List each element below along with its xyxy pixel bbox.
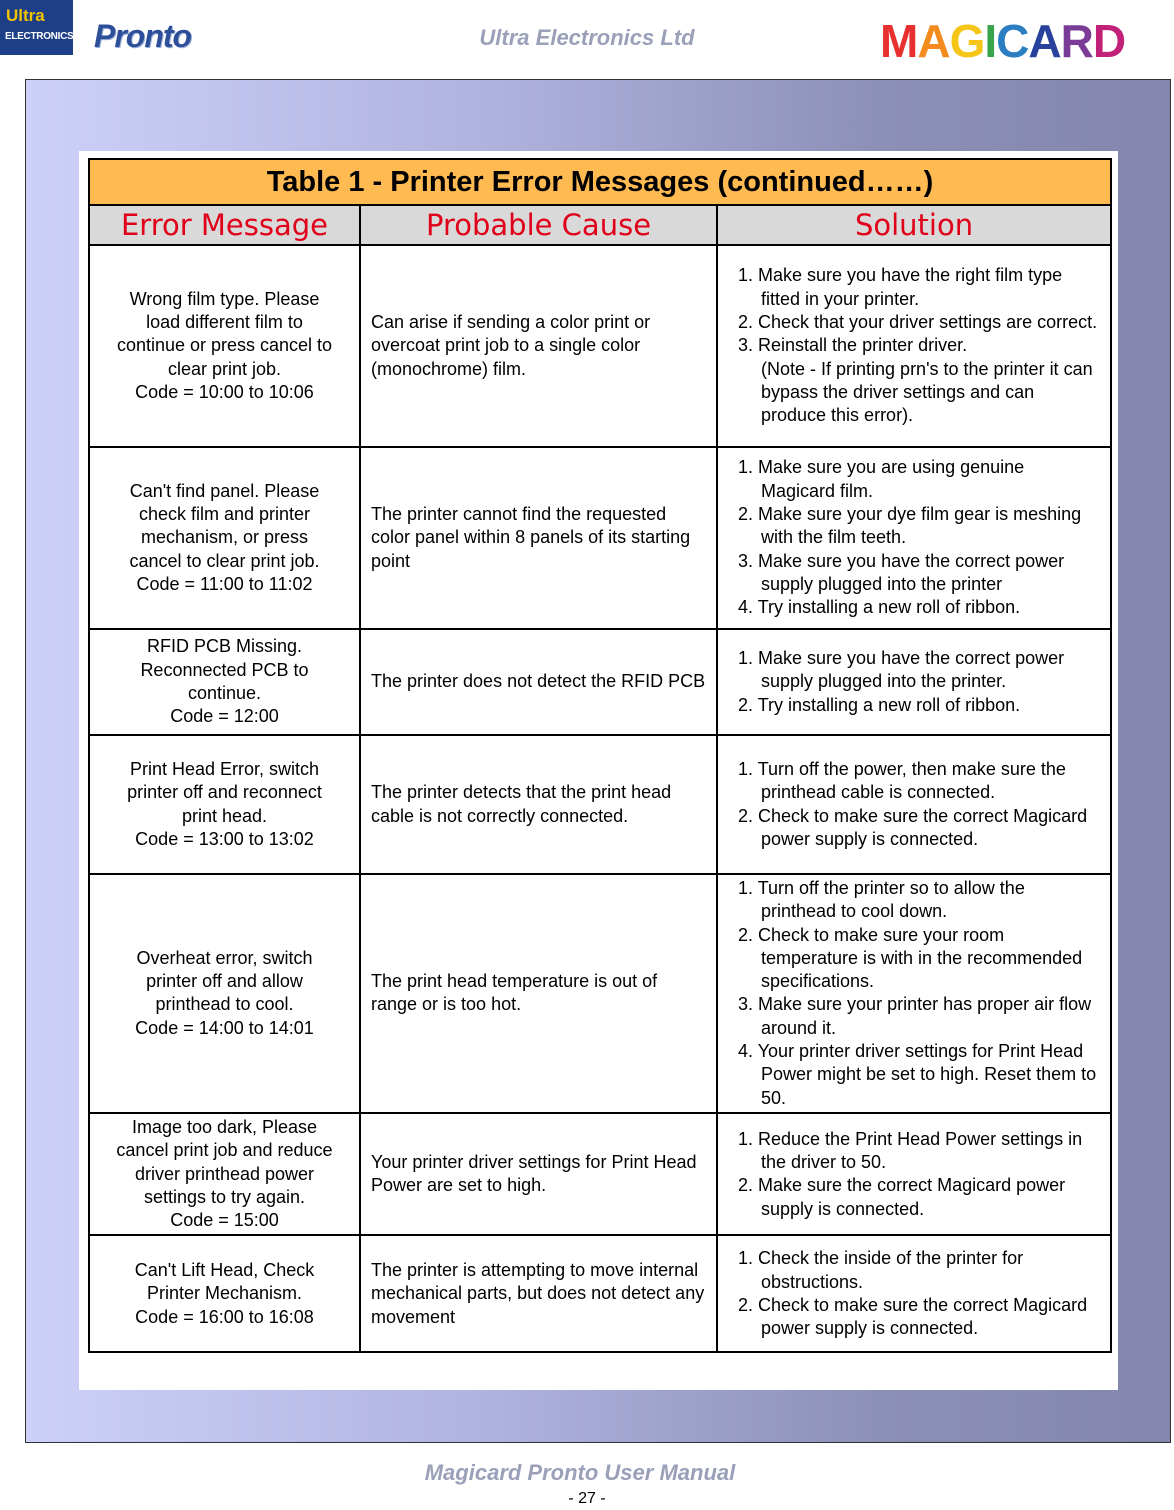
ultra-logo-bottom-text: ELECTRONICS [5,31,74,42]
magicard-logo-letter: A [917,15,950,67]
error-message-line: mechanism, or press [140,527,309,548]
solution-cell [717,874,1111,1113]
error-message-line: printer off and allow [146,971,303,992]
error-message-line: Overheat error, switch [136,947,313,968]
error-message-line: cancel to clear print job. [129,550,320,571]
magicard-logo-letter: R [1060,15,1093,67]
solution-step: 1. Make sure you have the right film type fitted in your printer. [738,265,1063,309]
column-header-solution: Solution [717,205,1111,245]
magicard-logo-letter: D [1092,15,1126,67]
error-message-line: printhead to cool. [155,994,294,1015]
solution-step: 4. Your printer driver settings for Print Head Power might be set to high. Reset them to 50. [738,1041,1097,1108]
probable-cause-cell: Your printer driver settings for Print Head Power are set to high. [360,1113,717,1235]
column-header-probable-cause: Probable Cause [360,205,717,245]
solution-step: 2. Check to make sure your room temperature is with in the recommended specifications. [738,924,1083,992]
table-row [89,874,1111,1113]
solution-step: 2. Make sure your dye film gear is meshing with the film teeth. [738,504,1082,548]
table-row [89,1113,1111,1235]
probable-cause-cell: The printer cannot find the requested color panel within 8 panels of its starting point [360,447,717,629]
error-message-cell [89,735,360,874]
solution-cell [717,735,1111,874]
error-message-cell [89,874,360,1113]
solution-cell [717,1235,1111,1352]
error-message-line: cancel print job and reduce [116,1140,333,1161]
error-message-line: Reconnected PCB to [140,659,309,680]
footer-title: Magicard Pronto User Manual [424,1460,736,1485]
error-message-line: continue. [187,683,262,703]
probable-cause-cell: The print head temperature is out of range or is too hot. [360,874,717,1113]
probable-cause-cell: Can arise if sending a color print or overcoat print job to a single color (monochrome) film. [360,245,717,447]
solution-step: 2. Make sure the correct Magicard power supply is connected. [738,1175,1066,1219]
solution-step: 1. Turn off the power, then make sure the printhead cable is connected. [738,758,1066,803]
error-message-cell [89,447,360,629]
error-message-line: Wrong film type. Please [129,288,320,309]
error-message-line: Code = 12:00 [170,706,279,727]
header-title: Ultra Electronics Ltd [479,25,695,50]
solution-step: 1. Reduce the Print Head Power settings in the driver to 50. [738,1128,1083,1172]
error-message-line: load different film to [146,312,303,333]
error-message-cell [89,1235,360,1352]
magicard-logo-letter: M [880,15,918,67]
error-message-line: Code = 10:00 to 10:06 [135,381,314,402]
solution-step: 1. Check the inside of the printer for obstructions. [738,1248,1024,1292]
probable-cause-cell: The printer does not detect the RFID PCB [360,629,717,735]
magicard-logo-letter: A [1028,15,1061,67]
table-row [89,735,1111,874]
solution-cell [717,447,1111,629]
error-message-line: printer off and reconnect [127,782,322,803]
solution-step: 3. Make sure you have the correct power supply plugged into the printer [738,550,1065,594]
error-message-line: Code = 13:00 to 13:02 [135,828,314,849]
table-row [89,1235,1111,1352]
magicard-logo [880,14,1125,68]
error-message-line: print head. [181,805,268,826]
solution-step: 2. Check to make sure the correct Magicard power supply is connected. [738,805,1088,849]
probable-cause-cell: The printer detects that the print head cable is not correctly connected. [360,735,717,874]
solution-step: 4. Try installing a new roll of ribbon. [738,597,1021,618]
solution-cell [717,629,1111,735]
error-message-line: Image too dark, Please [131,1116,318,1137]
solution-cell [717,1113,1111,1235]
error-message-line: Print Head Error, switch [129,758,320,779]
error-message-line: Can't Lift Head, Check [134,1260,315,1280]
solution-note: (Note - If printing prn's to the printer it can bypass the driver settings and can produce this error). [761,358,1093,426]
error-message-line: continue or press cancel to [116,335,333,356]
error-message-line: Code = 16:00 to 16:08 [135,1306,314,1327]
magicard-logo-letter: C [996,15,1029,67]
solution-step: 3. Reinstall the printer driver. [738,335,968,356]
error-messages-table [88,158,1112,1353]
error-message-line: check film and printer [138,504,311,525]
error-message-line: Code = 14:00 to 14:01 [135,1017,314,1038]
solution-step: 1. Make sure you are using genuine Magicard film. [738,457,1025,501]
magicard-logo-letter: I [984,15,997,67]
error-message-line: RFID PCB Missing. [146,636,303,657]
table-title: Table 1 - Printer Error Messages (continued……) [89,159,1111,205]
solution-step: 2. Try installing a new roll of ribbon. [738,694,1021,715]
error-message-cell [89,629,360,735]
probable-cause-cell: The printer is attempting to move internal mechanical parts, but does not detect any movement [360,1235,717,1352]
magicard-logo-letter: G [949,15,985,67]
error-message-cell [89,1113,360,1235]
solution-cell [717,245,1111,447]
error-message-line: Can't find panel. Please [129,480,320,501]
error-message-line: Printer Mechanism. [146,1283,303,1304]
error-message-line: Code = 11:00 to 11:02 [136,573,313,594]
error-message-line: Code = 15:00 [170,1210,279,1231]
table-row [89,629,1111,735]
error-message-cell [89,245,360,447]
ultra-logo-top-text: Ultra [6,6,45,25]
error-message-line: clear print job. [167,358,282,379]
column-header-error-message: Error Message [89,205,360,245]
error-message-line: settings to try again. [143,1186,306,1207]
error-message-line: driver printhead power [134,1163,315,1184]
solution-step: 3. Make sure your printer has proper air flow around it. [738,994,1092,1038]
page-number: - 27 - [568,1490,606,1507]
pronto-logo: Pronto [94,18,192,54]
table-row [89,245,1111,447]
solution-step: 2. Check that your driver settings are correct. [738,312,1098,333]
solution-step: 2. Check to make sure the correct Magicard power supply is connected. [738,1294,1088,1339]
table-row [89,447,1111,629]
solution-step: 1. Turn off the printer so to allow the printhead to cool down. [738,878,1025,922]
solution-step: 1. Make sure you have the correct power supply plugged into the printer. [738,648,1065,692]
